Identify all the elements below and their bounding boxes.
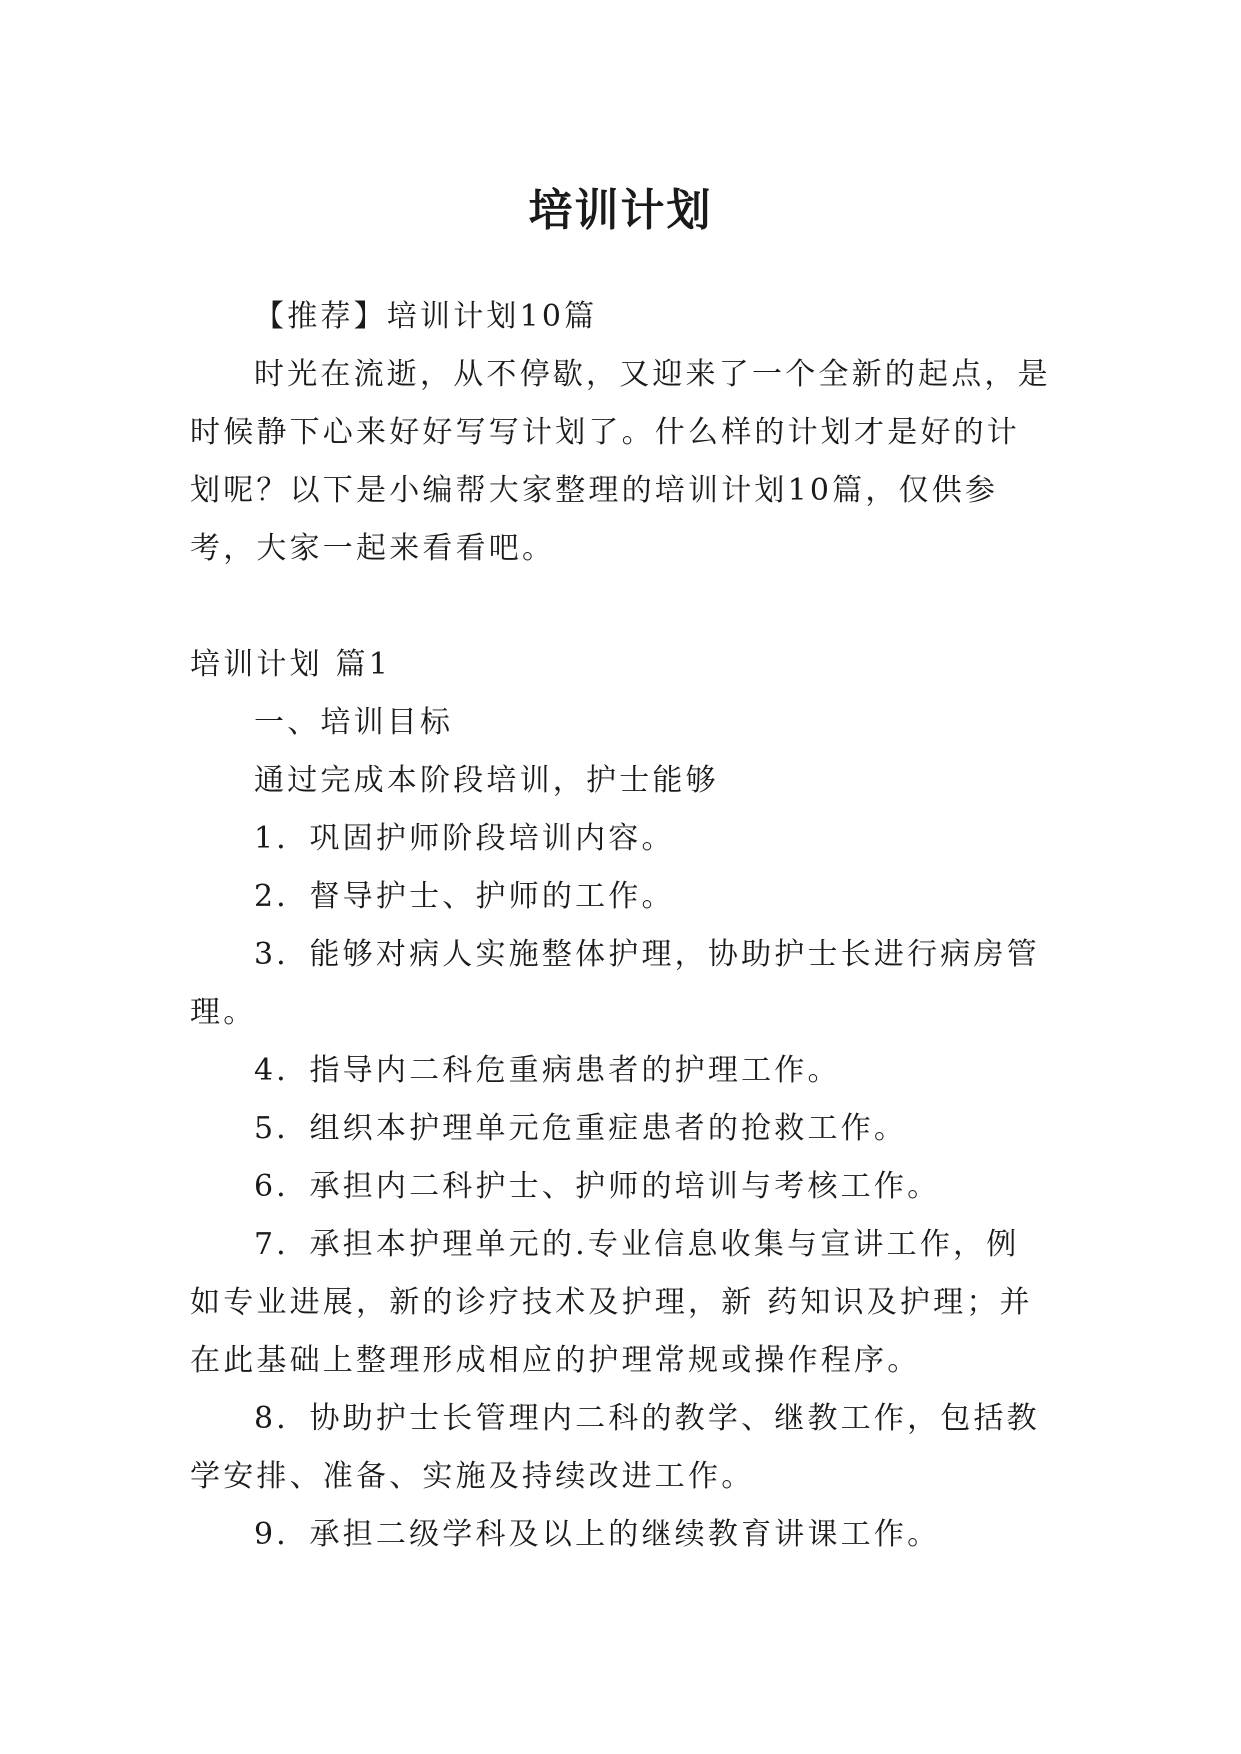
list-item: 3．能够对病人实施整体护理，协助护士长进行病房管理。 [190,937,1040,1030]
document-title: 培训计划 [528,185,713,237]
intro-paragraph: 时光在流逝，从不停歇，又迎来了一个全新的起点，是时候静下心来好好写写计划了。什么样的计划才是好的计划呢？以下是小编帮大家整理的培训计划10篇，仅供参考，大家一起来看看吧。 [190,357,1051,566]
list-item: 8．协助护士长管理内二科的教学、继教工作，包括教学安排、准备、实施及持续改进工作。 [190,1401,1040,1494]
goal-intro: 通过完成本阶段培训，护士能够 [254,763,719,798]
recommend-line: 【推荐】培训计划10篇 [254,299,598,334]
list-item: 5．组织本护理单元危重症患者的抢救工作。 [254,1111,908,1146]
list-item: 4．指导内二科危重病患者的护理工作。 [254,1053,841,1088]
list-item: 6．承担内二科护士、护师的培训与考核工作。 [254,1169,941,1204]
list-item: 1．巩固护师阶段培训内容。 [254,821,675,856]
subsection-heading: 一、培训目标 [254,705,454,740]
list-item: 7．承担本护理单元的.专业信息收集与宣讲工作，例如专业进展，新的诊疗技术及护理，新 药知识及护理；并在此基础上整理形成相应的护理常规或操作程序。 [190,1227,1033,1378]
document-body [190,288,1052,1564]
list-item: 9．承担二级学科及以上的继续教育讲课工作。 [254,1517,941,1552]
section-heading: 培训计划 篇1 [190,647,392,682]
list-item: 2．督导护士、护师的工作。 [254,879,675,914]
